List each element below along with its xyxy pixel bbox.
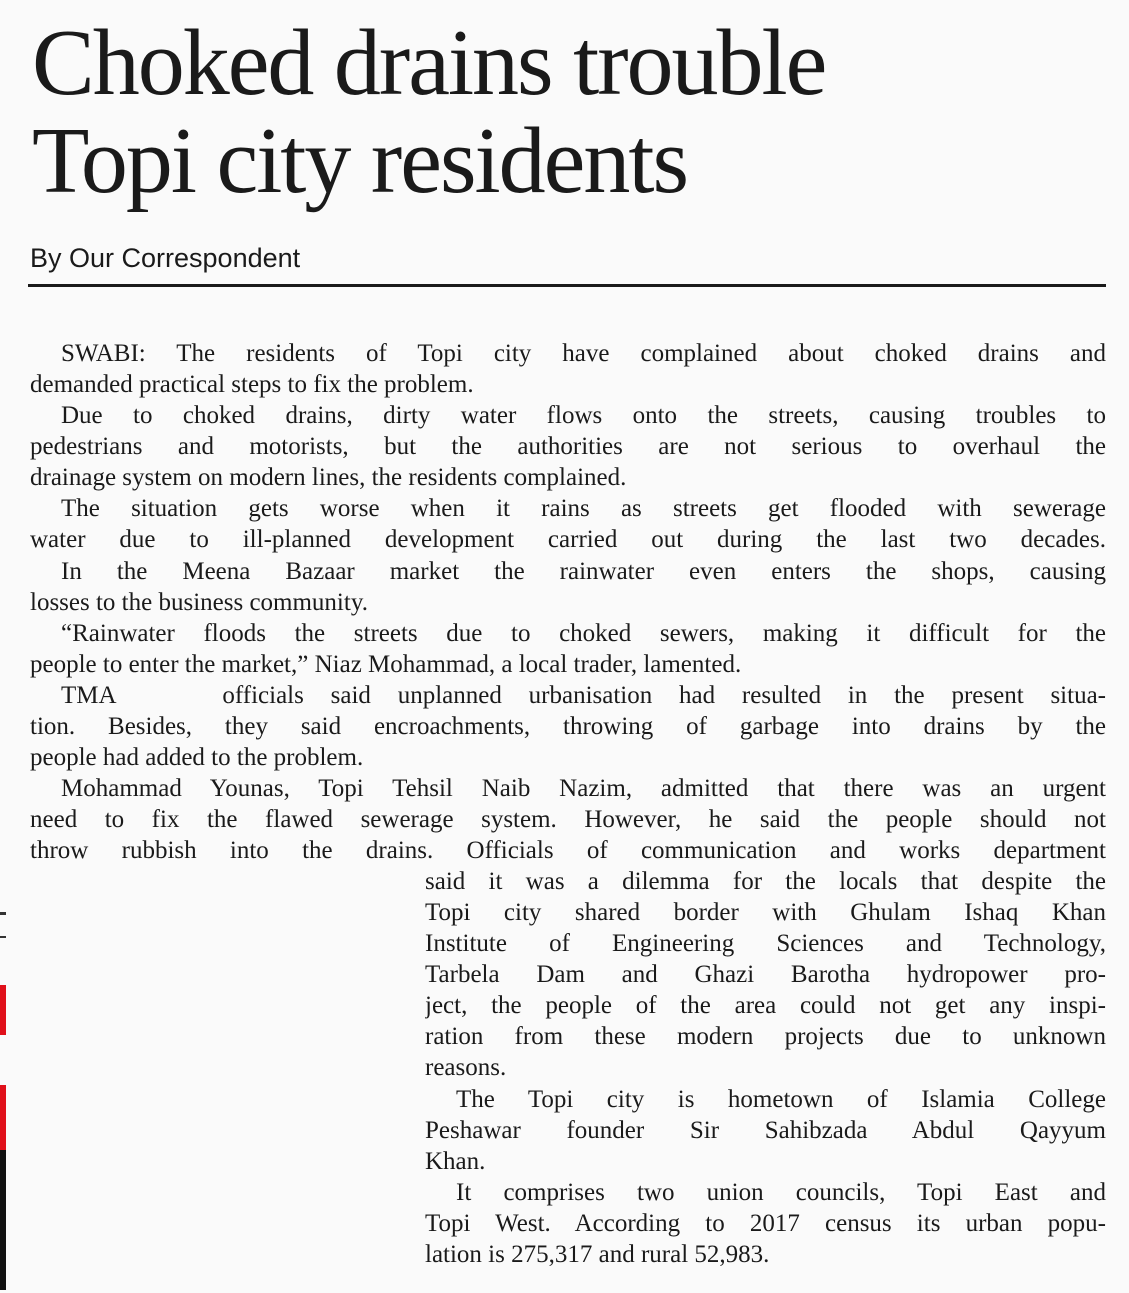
body-line: demanded practical steps to fix the problem. — [30, 371, 474, 398]
edge-mark — [0, 912, 6, 915]
body-line: Due to choked drains, dirty water flows onto the streets, causing troubles to — [61, 402, 1106, 429]
edge-mark — [0, 936, 6, 938]
body-line: TMA officials said unplanned urbanisation had resulted in the present situa- — [61, 682, 1106, 709]
edge-red-block — [0, 1085, 6, 1150]
body-line: Tarbela Dam and Ghazi Barotha hydropower pro- — [425, 961, 1106, 988]
body-line: The Topi city is hometown of Islamia College — [456, 1086, 1106, 1113]
headline-line-2: Topi city residents — [32, 109, 688, 213]
byline: By Our Correspondent — [30, 243, 301, 273]
body-line: Topi West. According to 2017 census its urban popu- — [425, 1210, 1106, 1237]
body-line: ration from these modern projects due to unknown — [425, 1023, 1106, 1050]
body-line: lation is 275,317 and rural 52,983. — [425, 1241, 770, 1268]
body-line: “Rainwater floods the streets due to choked sewers, making it difficult for the — [61, 620, 1106, 647]
body-line: pedestrians and motorists, but the authorities are not serious to overhaul the — [30, 433, 1106, 460]
body-line: people to enter the market,” Niaz Mohammad, a local trader, lamented. — [30, 651, 742, 678]
body-line: SWABI: The residents of Topi city have complained about choked drains and — [61, 340, 1106, 367]
edge-red-block — [0, 985, 6, 1035]
body-line: Peshawar founder Sir Sahibzada Abdul Qayyum — [425, 1117, 1106, 1144]
headline-line-1: Choked drains trouble — [32, 11, 826, 115]
body-line: Institute of Engineering Sciences and Technology, — [425, 930, 1106, 957]
body-line: Khan. — [425, 1148, 486, 1175]
body-line: people had added to the problem. — [30, 744, 364, 771]
body-line: The situation gets worse when it rains as streets get flooded with sewerage — [61, 495, 1106, 522]
byline-divider — [28, 284, 1106, 287]
body-line: Mohammad Younas, Topi Tehsil Naib Nazim, admitted that there was an urgent — [61, 775, 1106, 802]
headline — [32, 11, 1032, 213]
body-line: throw rubbish into the drains. Officials of communication and works department — [30, 837, 1106, 864]
body-line: drainage system on modern lines, the residents complained. — [30, 464, 627, 491]
body-line: Topi city shared border with Ghulam Ishaq Khan — [425, 899, 1106, 926]
body-line: losses to the business community. — [30, 589, 368, 616]
body-line: need to fix the flawed sewerage system. However, he said the people should not — [30, 806, 1106, 833]
body-line: said it was a dilemma for the locals that despite the — [425, 868, 1106, 895]
edge-black-block — [0, 1150, 6, 1290]
body-line: ject, the people of the area could not get any inspi- — [425, 992, 1106, 1019]
body-line: water due to ill-planned development carried out during the last two decades. — [30, 526, 1106, 553]
body-line: reasons. — [425, 1054, 507, 1081]
body-line: In the Meena Bazaar market the rainwater even enters the shops, causing — [61, 558, 1106, 585]
body-line: It comprises two union councils, Topi East and — [456, 1179, 1106, 1206]
body-line: tion. Besides, they said encroachments, throwing of garbage into drains by the — [30, 713, 1106, 740]
